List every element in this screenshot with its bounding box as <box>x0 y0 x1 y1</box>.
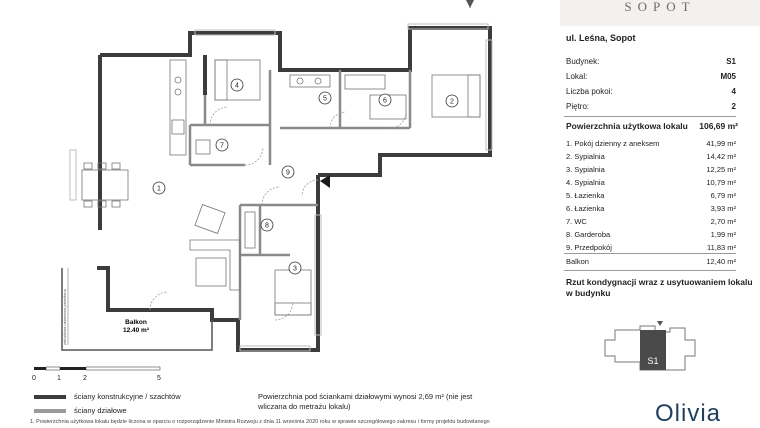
room-area: 3,93 m² <box>710 204 736 213</box>
info-rooms-value: 4 <box>731 87 736 96</box>
beds <box>215 60 480 315</box>
room-label: 1. Pokój dzienny z aneksem <box>566 139 660 148</box>
info-building-value: S1 <box>726 57 736 66</box>
room-number-8: 8 <box>265 222 269 230</box>
room-label: 7. WC <box>566 217 587 226</box>
room-label: 3. Sypialnia <box>566 165 605 174</box>
room-row <box>566 230 736 239</box>
usable-area-value: 106,69 m² <box>699 121 738 131</box>
room-row <box>566 191 736 200</box>
room-number-5: 5 <box>323 95 327 103</box>
sofa <box>190 205 240 290</box>
room-number-4: 4 <box>235 82 239 90</box>
room-area: 12,25 m² <box>706 165 736 174</box>
key-plan <box>600 318 700 388</box>
balcony-side-note: zabudowa ustawiona przesłona <box>62 289 67 345</box>
room-label: 9. Przedpokój <box>566 243 612 252</box>
room-marker-9 <box>282 166 294 178</box>
room-number-markers <box>153 79 458 274</box>
room-row <box>566 243 736 252</box>
legend-partition-swatch <box>34 409 66 413</box>
room-marker-6 <box>379 94 391 106</box>
room-label: 6. Łazienka <box>566 204 605 213</box>
room-marker-8 <box>261 219 273 231</box>
scale-label-2: 2 <box>83 375 87 382</box>
room-label: 4. Sypialnia <box>566 178 605 187</box>
divider <box>564 270 736 271</box>
room-row <box>566 139 736 148</box>
room-number-7: 7 <box>220 142 224 150</box>
usable-area <box>566 121 738 131</box>
divider <box>564 116 736 117</box>
windows <box>70 24 492 351</box>
room-row <box>566 165 736 174</box>
north-arrow-icon <box>466 0 474 8</box>
room-area: 1,99 m² <box>710 230 736 239</box>
bathroom-fixtures <box>196 75 406 248</box>
room-marker-1 <box>153 182 165 194</box>
usable-area-label: Powierzchnia użytkowa lokalu <box>566 121 688 131</box>
room-area: 6,79 m² <box>710 191 736 200</box>
dining-table <box>82 163 128 207</box>
info-floor-label: Piętro: <box>566 102 590 111</box>
room-label: 2. Sypialnia <box>566 152 605 161</box>
balcony-row <box>566 257 736 266</box>
partition-walls <box>190 70 410 320</box>
room-row <box>566 152 736 161</box>
bottom-brand-logo: Olivia <box>655 400 722 427</box>
balcony-row-label: Balkon <box>566 257 589 266</box>
info-rooms <box>566 87 736 96</box>
balcony-label: Balkon <box>125 319 147 326</box>
room-row <box>566 178 736 187</box>
info-building-label: Budynek: <box>566 57 600 66</box>
footer-note: 1. Powierzchnia użytkowa lokalu będzie liczona w oparciu o rozporządzenie Ministra Rozwoju z dnia 11 września 2020 roku w sprawie szczegółowego zakresu i formy projektu budowlanego <box>30 419 490 425</box>
key-plan-marker-icon <box>657 321 663 326</box>
key-plan-title: Rzut kondygnacji wraz z usytuowaniem lokalu w budynku <box>566 277 753 298</box>
room-number-2: 2 <box>450 98 454 106</box>
room-area: 11,83 m² <box>706 243 736 252</box>
balcony-area: 12.40 m² <box>122 327 150 334</box>
door-arcs <box>150 107 406 320</box>
legend-partition-label: ściany działowe <box>74 406 127 415</box>
info-floor <box>566 102 736 111</box>
room-marker-3 <box>289 262 301 274</box>
balcony-row-value: 12,40 m² <box>706 257 736 266</box>
legend-structural-swatch <box>34 395 66 399</box>
room-area: 10,79 m² <box>706 178 736 187</box>
room-number-1: 1 <box>157 185 161 193</box>
info-unit <box>566 72 736 81</box>
scale-label-5: 5 <box>157 375 161 382</box>
room-area: 2,70 m² <box>710 217 736 226</box>
divider <box>564 253 736 254</box>
key-plan-label: S1 <box>647 356 659 366</box>
room-label: 8. Garderoba <box>566 230 611 239</box>
scale-label-1: 1 <box>57 375 61 382</box>
scale-bar <box>34 367 160 370</box>
room-marker-4 <box>231 79 243 91</box>
room-number-9: 9 <box>286 169 290 177</box>
info-rooms-label: Liczba pokoi: <box>566 87 613 96</box>
room-area: 14,42 m² <box>706 152 736 161</box>
room-marker-7 <box>216 139 228 151</box>
scale-label-0: 0 <box>32 375 36 382</box>
room-area: 41,99 m² <box>706 139 736 148</box>
info-unit-value: M05 <box>720 72 736 81</box>
address: ul. Leśna, Sopot <box>566 33 636 43</box>
kitchen <box>170 60 186 155</box>
room-marker-2 <box>446 95 458 107</box>
info-building <box>566 57 736 66</box>
partition-area-note: Powierzchnia pod ściankami działowymi wynosi 2,69 m² (nie jest wliczana do metrażu lokalu) <box>258 392 473 411</box>
info-floor-value: 2 <box>731 102 736 111</box>
top-brand-logo: SOPOT <box>560 0 760 26</box>
room-marker-5 <box>319 92 331 104</box>
room-number-3: 3 <box>293 265 297 273</box>
info-unit-label: Lokal: <box>566 72 588 81</box>
room-row <box>566 217 736 226</box>
room-label: 5. Łazienka <box>566 191 605 200</box>
room-row <box>566 204 736 213</box>
room-number-6: 6 <box>383 97 387 105</box>
legend-structural-label: ściany konstrukcyjne / szachtów <box>74 392 181 401</box>
